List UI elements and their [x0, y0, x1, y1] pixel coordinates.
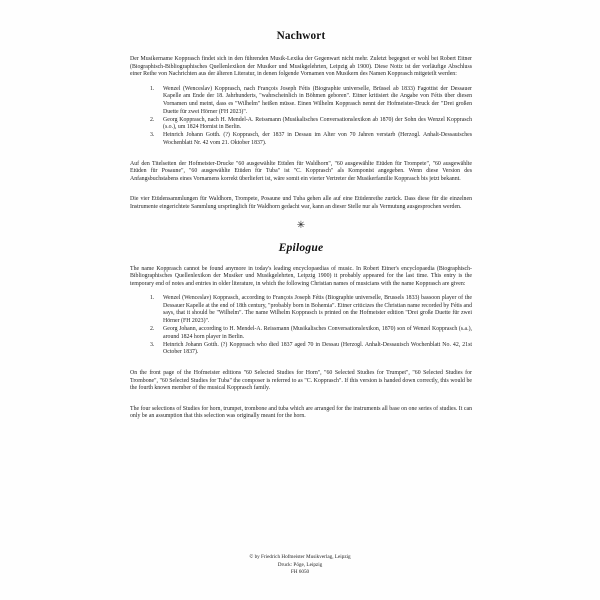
list-item: Heinrich Johann Gotth. (?) Kopprasch, der 1837 in Dessau im Alter von 70 Jahren verstarb (Herzogl. Anhalt-Dessauisches Wochenblatt Nr. 42 vom 21. Oktober 1837).	[163, 132, 472, 146]
english-name-list	[130, 295, 472, 357]
page-footer	[0, 554, 600, 576]
english-paragraph-2: On the front page of the Hofmeister editions "60 Selected Studies for Horn", "60 Selected Studies for Trumpet", "60 Selected Studies for Trombone", "60 Selected Studies for Tuba" the composer is referred to as "C. Kopprasch". If this version is handed down correctly, this would be the fourth known member of the musical Kopprasch family.	[130, 370, 472, 392]
list-item: Georg Johann, according to H. Mendel-A. Reissmann (Musikalisches Conversationslexikon, 1870) son of Wenzel Kopprasch (s.a.), around 1824 horn player in Berlin.	[163, 326, 472, 340]
german-name-list	[130, 86, 472, 148]
list-item: Heinrich Johann Gotth. (?) Kopprasch who died 1837 aged 70 in Dessau (Herzogl. Anhalt-Dessauisch Wochenblatt No. 42, 21st October 1837).	[163, 341, 472, 356]
german-paragraph-2: Auf den Titelseiten der Hofmeister-Drucke "60 ausgewählte Etüden für Waldhorn", "60 ausgewählte Etüden für Trompete", "60 ausgewählte Etüden für Posaune", "60 ausgewählte Etüden für Tuba" ist "C. Kopprasch" als Komponist angegeben. Wenn diese Version des Anfangsbuchstabens eines Vornamens korrekt überliefert ist, wäre somit ein vierter Vertreter der Musikerfamilie Kopprasch bis jetzt bekannt.	[130, 160, 472, 182]
footer-printer: Druck: Pöge, Leipzig	[277, 561, 323, 568]
page-title-english: Epilogue	[278, 240, 324, 254]
page-title-german: Nachwort	[276, 30, 326, 42]
german-intro-paragraph: Der Musikername Kopprasch findet sich in den führenden Musik-Lexika der Gegenwart nicht mehr. Zuletzt begegnet er wohl bei Robert Eitner (Biographisch-Bibliographisches Quellenlexikon der Musiker und Musikgelehrten, Leipzig ab 1900). Diese Notiz ist der vorläufige Abschluss einer Reihe von Nachrichten aus der älteren Literatur, in denen folgende Vornamen von Musikern des Namen Kopprasch mitgeteilt werden:	[130, 56, 472, 78]
list-item: Georg Kopprasch, nach H. Mendel-A. Reissmann (Musikalisches Conversationslexikon ab 1870) der Sohn des Wenzel Kopprasch (s.o.), um 1824 Hornist in Berlin.	[163, 116, 472, 131]
english-paragraph-3: The four selections of Studies for horn, trumpet, trombone and tuba which are arranged for the instruments all base on one series of studies. It can only be an assumption that this selection was originally meant for the horn.	[130, 405, 472, 420]
english-intro-paragraph: The name Kopprasch cannot be found anymore in today's leading encyclopaedias of music. In Robert Eitner's encyclopaedia (Biographisch-Bibliographisches Quellenlexikon der Musiker und Musikgelehrten, Leipzig 1900) it probably appeared for the last time. This entry is the temporary end of notes and entries in older literature, in which the following Christian names of musicians with the name Kopprasch are given:	[130, 265, 472, 287]
german-paragraph-3: Die vier Etüdensammlungen für Waldhorn, Trompete, Posaune und Tuba gehen alle auf eine Etüdenreihe zurück. Dass diese für die einzelnen Instrumente eingerichtete Sammlung ursprünglich für Waldhorn gedacht war, kann an dieser Stelle nur als Vermutung ausgesprochen werden.	[130, 196, 472, 210]
list-item: Wenzel (Wenceslav) Kopprasch, nach François Joseph Fétis (Biographie universelle, Brüssel ab 1833) Fagottist der Dessauer Kapelle am Ende der 18. Jahrhunderts, "wahrscheinlich in Böhmen geboren". Eitner kritisiert die Angabe von Fétis über diesen Vornamen und meint, dass es "Wilhelm" heißen müsse. Einen Wilhelm Kopprasch nennt der Hofmeister-Druck der "Drei großen Duette für zwei Hörner (FH 2023)".	[163, 85, 472, 115]
list-item: Wenzel (Wenceslav) Kopprasch, according to François Joseph Fétis (Biographie universelle, Brussels 1833) bassoon player of the Dessauer Kapelle at the end of 18th century, "probably born in Bohemia". Eitner criticizes the Christian name recorded by Fétis and says, that it should be "Wilhelm". The name Wilhelm Kopprasch is printed on the Hofmeister edition "Drei große Duette für zwei Hörner (FH 2023)".	[163, 295, 472, 325]
footer-plate-number: FH 6050	[290, 568, 310, 575]
footer-copyright: © by Friedrich Hofmeister Musikverlag, Leipzig	[249, 554, 351, 561]
asterisk-separator: ✳	[296, 219, 306, 231]
